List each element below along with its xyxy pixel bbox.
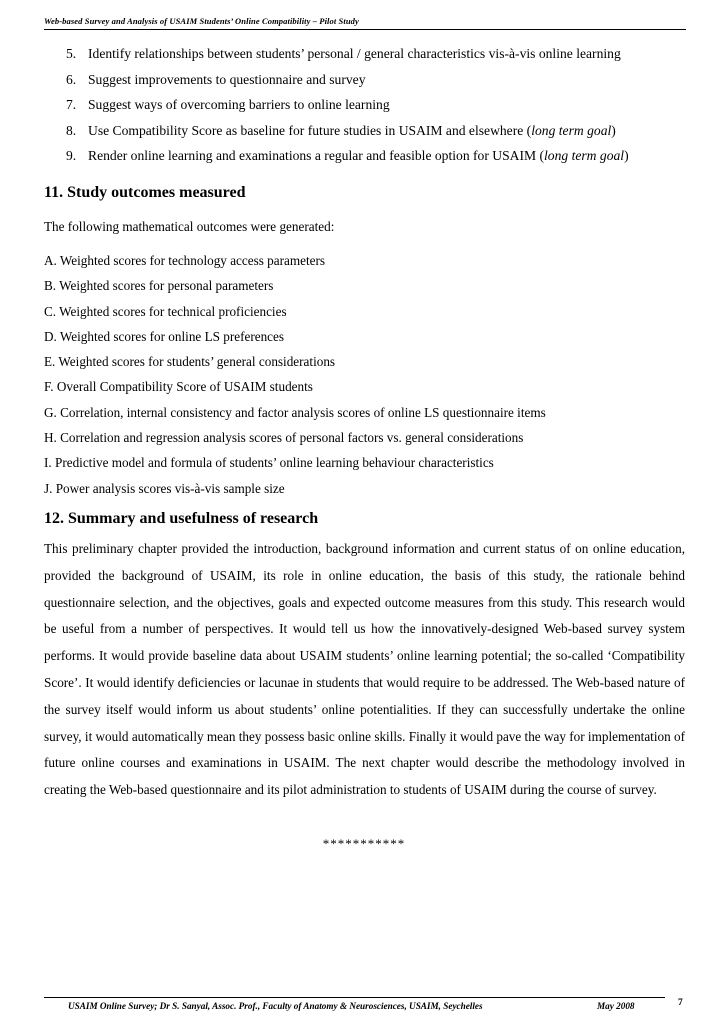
- list-item: 9. Render online learning and examinations a regular and feasible option for USAIM (long term goal): [66, 148, 629, 163]
- list-item: D. Weighted scores for online LS preferences: [44, 328, 285, 344]
- list-item: F. Overall Compatibility Score of USAIM students: [44, 379, 313, 395]
- list-item: 7. Suggest ways of overcoming barriers to online learning: [66, 97, 390, 112]
- footer-date: May 2008: [597, 1001, 635, 1011]
- list-item: C. Weighted scores for technical proficiencies: [44, 303, 287, 319]
- section-11-intro: The following mathematical outcomes were generated:: [44, 219, 335, 234]
- footer-credit: USAIM Online Survey; Dr S. Sanyal, Assoc. Prof., Faculty of Anatomy & Neurosciences, USAIM, Seychelles: [68, 1001, 483, 1011]
- long-term-goal-note: long term goal: [544, 148, 625, 163]
- list-item: E. Weighted scores for students’ general considerations: [44, 354, 336, 370]
- page-number: 7: [678, 998, 683, 1008]
- list-item: H. Correlation and regression analysis scores of personal factors vs. general considerations: [44, 430, 524, 446]
- footer-rule: [44, 997, 665, 998]
- list-item: G. Correlation, internal consistency and factor analysis scores of online LS questionnaire items: [44, 404, 546, 420]
- list-item: 5. Identify relationships between students’ personal / general characteristics vis-à-vis online learning: [66, 46, 621, 61]
- section-11-heading: 11. Study outcomes measured: [44, 184, 246, 201]
- running-header: Web-based Survey and Analysis of USAIM Students’ Online Compatibility – Pilot Study: [44, 16, 359, 26]
- section-12-heading: 12. Summary and usefulness of research: [44, 510, 319, 527]
- header-rule: [44, 29, 686, 30]
- list-item: 8. Use Compatibility Score as baseline for future studies in USAIM and elsewhere (long term goal): [66, 122, 616, 138]
- list-item: J. Power analysis scores vis-à-vis sample size: [44, 480, 285, 496]
- list-item: 6. Suggest improvements to questionnaire and survey: [66, 71, 366, 87]
- section-separator: ***********: [322, 836, 406, 851]
- summary-paragraph: This preliminary chapter provided the introduction, background information and current status of on online education, provided the background of USAIM, its role in online education, the basis of this study, the rationale behind questionnaire selection, and the objectives, goals and expected outcome measures from this study. This research would be useful from a number of perspectives. It would tell us how the innovatively-designed Web-based survey system performs. It would provide baseline data about USAIM students’ online learning potential; the so-called ‘Compatibility Score’. It would identify deficiencies or lacunae in students that would require to be addressed. The Web-based nature of the survey itself would inform us about students’ online potentialities. If they can successfully undertake the online survey, it would automatically mean they possess basic online skills. Finally it would pave the way for implementation of future online courses and examinations in USAIM. The next chapter would describe the methodology involved in creating the Web-based questionnaire and its pilot administration to students of USAIM during the course of survey.: [44, 541, 685, 798]
- list-item: A. Weighted scores for technology access parameters: [44, 253, 326, 268]
- long-term-goal-note: long term goal: [531, 122, 612, 138]
- outcomes-list: [44, 248, 546, 501]
- objectives-list: [66, 41, 629, 169]
- list-item: B. Weighted scores for personal parameters: [44, 278, 274, 294]
- list-item: I. Predictive model and formula of students’ online learning behaviour characteristics: [44, 455, 494, 471]
